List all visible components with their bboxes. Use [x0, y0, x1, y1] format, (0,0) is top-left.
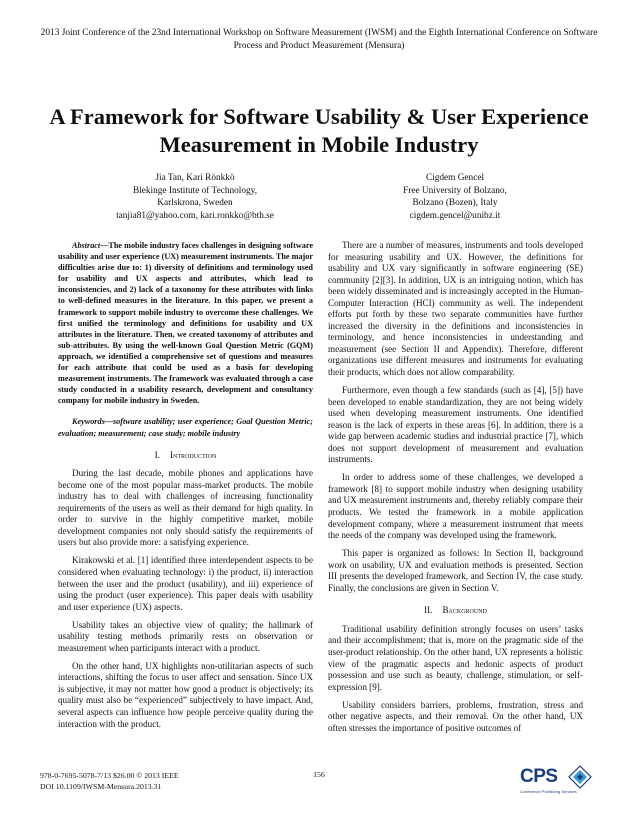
abstract-lead: Abstract	[72, 241, 101, 250]
footer-citation	[40, 770, 179, 792]
body-paragraph: There are a number of measures, instruments and tools developed for measuring usability and UX. However, the definitions for usability and UX vary significantly in software engineering (SE) community [2][3]. In addition, UX is an intriguing notion, which has been widely disseminated and is increasingly accepted in the Human-Computer Interaction (HCI) community as well. The independent efforts put forth by these two separate communities have further increased the diversity in the definitions and inconsistencies in terminology, and hence inconsistencies in understanding and measurement (see Section II and Appendix). Therefore, different organizations use different measures and instruments for evaluating their products, which does not allow comparability.	[328, 240, 583, 378]
author-affiliation: Free University of Bolzano,	[403, 185, 507, 196]
body-paragraph: Traditional usability definition strongly focuses on users’ tasks and their accomplishment; that is, more on the pragmatic side of the user-product relationship. On the other hand, UX represents a holistic view of the pragmatic aspects and hedonic aspects of product possession and use such as beauty, challenge, stimulation, or self-expression [9].	[328, 623, 583, 692]
paper-title: A Framework for Software Usability & User Experience Measurement in Mobile Industry	[49, 104, 589, 157]
body-paragraph: On the other hand, UX highlights non-utilitarian aspects of such interactions, shifting the focus to user affect and sensation. Since UX is subjective, it may not matter how good a product is objectively; its quality must also be “experienced” subjectively to have impact. And, several aspects can influence how people perceive quality during the interaction with the product.	[58, 660, 313, 729]
right-column	[328, 240, 583, 741]
conference-header: 2013 Joint Conference of the 23nd International Workshop on Software Measurement (IWSM) and the Eighth International Conference on Software Process and Product Measurement (Mensura)	[40, 28, 598, 51]
author-names: Cigdem Gencel	[425, 173, 485, 183]
author-location: Karlskrona, Sweden	[157, 198, 233, 208]
author-email: tanjia81@yahoo.com, kari.ronkko@bth.se	[116, 210, 274, 221]
footer-isbn: 978-0-7695-5078-7/13 $26.00 © 2013 IEEE	[40, 771, 179, 780]
author-affiliation: Blekinge Institute of Technology,	[132, 185, 258, 196]
section-number: I.	[154, 449, 160, 460]
cps-logo	[520, 762, 600, 802]
cps-tagline: Conference Publishing Services	[520, 789, 577, 794]
cps-logo-text: CPS	[520, 766, 558, 787]
body-paragraph: In order to address some of these challenges, we developed a framework [8] to support mobile industry when designing usability and UX measurement instruments and, thereby reliably compare their products. We tested the framework in a mobile application development company, where a measurement instrument that meets the needs of the company was developed using the framework.	[328, 472, 583, 541]
author-location: Bolzano (Bozen), Italy	[412, 198, 498, 208]
body-paragraph: Usability considers barriers, problems, frustration, stress and other negative aspects, and their removal. On the other hand, UX often stresses the importance of positive outcomes of	[328, 699, 583, 733]
author-names: Jia Tan, Kari Rönkkö	[155, 173, 235, 183]
body-paragraph: Usability takes an objective view of quality; the hallmark of usability testing methods primarily rests on observation or measurement when participants interact with a product.	[58, 619, 313, 653]
section-heading-introduction	[58, 450, 313, 462]
page-number: 156	[313, 770, 325, 779]
section-heading-background	[328, 605, 583, 617]
cps-diamond-icon	[568, 765, 592, 789]
author-block-left	[70, 172, 320, 222]
body-paragraph: During the last decade, mobile phones and applications have become one of the most popular mass-market products. The mobile industry has to deal with challenges of increasing functionality requirements of the users as well as their demand for high quality. In order to survive in the highly competitive market, mobile development companies not only should satisfy the requirements of users but also provide more: a satisfying experience.	[58, 468, 313, 548]
abstract-text: —The mobile industry faces challenges in designing software usability and user experience (UX) measurement instruments. The major difficulties arise due to: 1) diversity of definitions and terminology used for usability and UX aspects and attributes, which lead to inconsistencies, and 2) lack of a taxonomy for these attributes with links to well-defined measures in the literature. In this paper, we present a framework to support mobile industry to overcome these challenges. We first unified the terminology and definitions for usability and UX attributes in the literature. Then, we created taxonomy of attributes and sub-attributes. By using the well-known Goal Question Metric (GQM) approach, we identified a comprehensive set of questions and measures for each attribute that could be used as a basis for developing measurement instruments. The framework was evaluated through a case study conducted in a usability research, development and consultancy company for mobile industry in Sweden.	[58, 241, 313, 406]
footer-doi: DOI 10.1109/IWSM-Mensura.2013.31	[40, 782, 162, 791]
abstract	[58, 240, 313, 406]
body-paragraph: Kirakowski et al. [1] identified three interdependent aspects to be considered when evaluating technology: i) the product, ii) interaction between the user and the product (usability), and iii) experience of using the product (user experience). This paper deals with usability and user experience (UX) aspects.	[58, 555, 313, 612]
section-title: Introduction	[169, 449, 217, 460]
body-paragraph: Furthermore, even though a few standards (such as [4], [5]) have been developed to enable standardization, they are not being widely used when developing measurement instruments. One identified reason is the lack of experts in these areas [6]. In addition, there is a wide gap between academic studies and industrial practice [7], which does not support development of measurement and evaluation instruments.	[328, 385, 583, 465]
body-paragraph: This paper is organized as follows: In Section II, background work on usability, UX and evaluation methods is presented. Section III presents the developed framework, and Section IV, the case study. Finally, the conclusions are given in Section V.	[328, 548, 583, 593]
author-email: cigdem.gencel@unibz.it	[409, 210, 501, 221]
keywords: Keywords—software usability; user experience; Goal Question Metric; evaluation; measurement; case study; mobile industry	[58, 417, 313, 438]
section-title: Background	[442, 605, 487, 616]
author-block-right	[330, 172, 580, 222]
left-column	[58, 240, 313, 737]
section-number: II.	[424, 605, 433, 616]
